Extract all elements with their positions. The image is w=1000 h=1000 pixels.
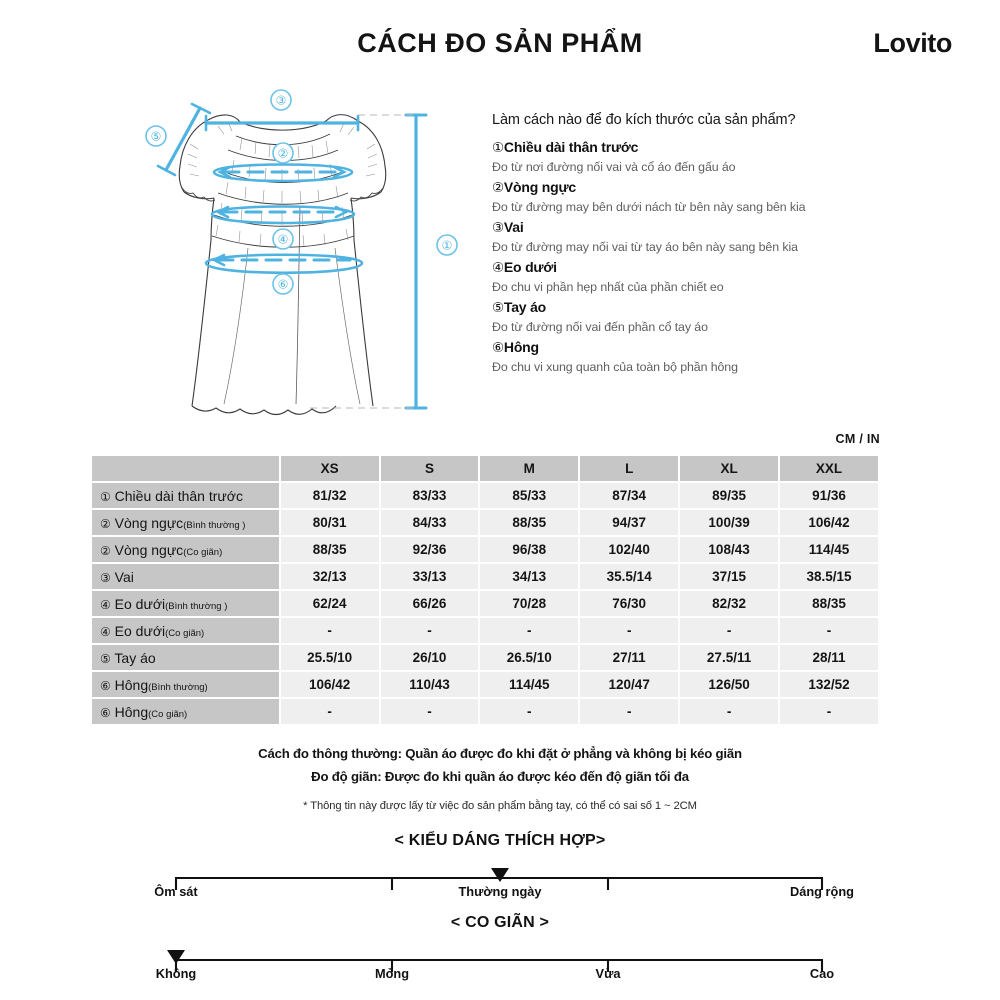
stretch-scale-graphic <box>0 932 1000 990</box>
stretch-scale-title: < CO GIÃN > <box>450 914 550 931</box>
cell-value: - <box>580 618 678 643</box>
measure-guide <box>492 112 922 377</box>
cell-value: - <box>680 618 778 643</box>
cell-value: 35.5/14 <box>580 564 678 589</box>
cell-value: - <box>680 699 778 724</box>
diagram-marker-6: ⑥ <box>277 277 289 292</box>
diagram-marker-3: ③ <box>275 93 287 108</box>
cell-value: - <box>381 618 479 643</box>
cell-value: 82/32 <box>680 591 778 616</box>
table-row <box>92 699 878 724</box>
table-col-s: S <box>381 456 479 481</box>
table-row <box>92 591 878 616</box>
table-header-row <box>92 456 878 481</box>
cell-value: 102/40 <box>580 537 678 562</box>
size-table <box>90 454 880 726</box>
table-col-xl: XL <box>680 456 778 481</box>
guide-item-2-name: ②Vòng ngực <box>492 179 577 195</box>
guide-item-4-name: ④Eo dưới <box>492 259 557 275</box>
page-title: CÁCH ĐO SẢN PHẨM <box>357 28 643 58</box>
cell-value: 92/36 <box>381 537 479 562</box>
page-header <box>0 0 1000 82</box>
guide-item-1-name: ①Chiều dài thân trước <box>492 139 639 155</box>
fit-scale-label-slim: Ôm sát <box>154 884 198 899</box>
note-line-1: Cách đo thông thường: Quần áo được đo khi đặt ở phẳng và không bị kéo giãn <box>258 746 742 761</box>
guide-item-5-num: ⑤ <box>492 300 504 315</box>
note-line-2: Đo độ giãn: Được đo khi quần áo được kéo đến độ giãn tối đa <box>311 769 689 784</box>
cell-value: 114/45 <box>480 672 578 697</box>
guide-item-4-desc: Đo chu vi phần hẹp nhất của phần chiết eo <box>492 280 724 294</box>
marker-5-line <box>166 108 200 170</box>
guide-item-6-name: ⑥Hông <box>492 339 539 355</box>
measurement-notes <box>0 742 1000 812</box>
table-col-xxl: XXL <box>780 456 878 481</box>
table-row <box>92 564 878 589</box>
fit-scale-title: < KIỂU DÁNG THÍCH HỢP> <box>394 832 606 849</box>
cell-value: 88/35 <box>281 537 379 562</box>
fit-scale-graphic <box>0 850 1000 908</box>
cell-value: - <box>780 699 878 724</box>
cell-value: 34/13 <box>480 564 578 589</box>
cell-value: 84/33 <box>381 510 479 535</box>
guide-item-4-num: ④ <box>492 260 504 275</box>
guide-title: Làm cách nào để đo kích thước của sản phẩm? <box>492 112 796 128</box>
cell-value: 89/35 <box>680 483 778 508</box>
table-row <box>92 483 878 508</box>
guide-item-3-num: ③ <box>492 220 504 235</box>
guide-item-2-desc: Đo từ đường may bên dưới nách từ bên này sang bên kia <box>492 200 806 214</box>
guide-item-4 <box>492 257 922 297</box>
cell-value: 26/10 <box>381 645 479 670</box>
cell-value: - <box>480 618 578 643</box>
table-row <box>92 618 878 643</box>
brand-logo: Lovito <box>873 28 952 58</box>
guide-item-3-desc: Đo từ đường may nối vai từ tay áo bên này sang bên kia <box>492 240 798 254</box>
cell-value: 106/42 <box>281 672 379 697</box>
cell-value: 70/28 <box>480 591 578 616</box>
unit-label: CM / IN <box>835 432 880 446</box>
table-row <box>92 672 878 697</box>
guide-item-1-num: ① <box>492 140 504 155</box>
table-col-l: L <box>580 456 678 481</box>
cell-value: - <box>780 618 878 643</box>
row-label-hip-stretch: ⑥ Hông(Co giãn) <box>92 699 279 724</box>
cell-value: 126/50 <box>680 672 778 697</box>
guide-item-1-desc: Đo từ nơi đường nối vai và cổ áo đến gấu áo <box>492 160 736 174</box>
cell-value: 66/26 <box>381 591 479 616</box>
guide-item-6-desc: Đo chu vi xung quanh của toàn bộ phần hông <box>492 360 738 374</box>
cell-value: - <box>381 699 479 724</box>
cell-value: 100/39 <box>680 510 778 535</box>
guide-item-5-desc: Đo từ đường nối vai đến phần cổ tay áo <box>492 320 708 334</box>
cell-value: 26.5/10 <box>480 645 578 670</box>
table-body <box>92 483 878 724</box>
stretch-scale-marker <box>167 950 185 964</box>
stretch-scale-label-medium: Vừa <box>595 966 621 981</box>
guide-item-1 <box>492 137 922 177</box>
cell-value: 27/11 <box>580 645 678 670</box>
cell-value: 132/52 <box>780 672 878 697</box>
fit-scale-label-loose: Dáng rộng <box>790 884 854 899</box>
cell-value: - <box>281 618 379 643</box>
fit-scale-marker <box>491 868 509 882</box>
cell-value: 88/35 <box>780 591 878 616</box>
guide-item-5-name: ⑤Tay áo <box>492 299 547 315</box>
cell-value: 88/35 <box>480 510 578 535</box>
row-label-shoulder: ③ Vai <box>92 564 279 589</box>
diagram-marker-4: ④ <box>277 232 289 247</box>
cell-value: - <box>480 699 578 724</box>
cell-value: 27.5/11 <box>680 645 778 670</box>
row-label-hip-normal: ⑥ Hông(Bình thường) <box>92 672 279 697</box>
cell-value: 108/43 <box>680 537 778 562</box>
cell-value: 62/24 <box>281 591 379 616</box>
guide-item-5 <box>492 297 922 337</box>
row-label-waist-normal: ④ Eo dưới(Bình thường ) <box>92 591 279 616</box>
note-line-3: * Thông tin này được lấy từ việc đo sản phẩm bằng tay, có thể có sai số 1 ~ 2CM <box>303 800 697 812</box>
cell-value: 76/30 <box>580 591 678 616</box>
table-row <box>92 537 878 562</box>
cell-value: 25.5/10 <box>281 645 379 670</box>
cell-value: 38.5/15 <box>780 564 878 589</box>
cell-value: 85/33 <box>480 483 578 508</box>
cell-value: 32/13 <box>281 564 379 589</box>
cell-value: 80/31 <box>281 510 379 535</box>
cell-value: - <box>580 699 678 724</box>
guide-item-2 <box>492 177 922 217</box>
guide-item-6 <box>492 337 922 377</box>
stretch-scale <box>0 914 1000 990</box>
cell-value: 87/34 <box>580 483 678 508</box>
table-row <box>92 645 878 670</box>
cell-value: 94/37 <box>580 510 678 535</box>
cell-value: 91/36 <box>780 483 878 508</box>
cell-value: - <box>281 699 379 724</box>
row-label-bust-normal: ② Vòng ngực(Bình thường ) <box>92 510 279 535</box>
table-row <box>92 510 878 535</box>
cell-value: 106/42 <box>780 510 878 535</box>
table-col-m: M <box>480 456 578 481</box>
fit-scale <box>0 832 1000 908</box>
marker-6-ellipse <box>206 255 362 273</box>
table-corner-cell <box>92 456 279 481</box>
guide-item-2-num: ② <box>492 180 504 195</box>
cell-value: 120/47 <box>580 672 678 697</box>
diagram-marker-5: ⑤ <box>150 129 162 144</box>
guide-item-6-num: ⑥ <box>492 340 504 355</box>
stretch-scale-label-high: Cao <box>809 966 835 981</box>
cell-value: 33/13 <box>381 564 479 589</box>
garment-diagram <box>130 88 475 433</box>
smocking-texture <box>188 122 377 246</box>
cell-value: 37/15 <box>680 564 778 589</box>
cell-value: 110/43 <box>381 672 479 697</box>
cell-value: 114/45 <box>780 537 878 562</box>
cell-value: 83/33 <box>381 483 479 508</box>
stretch-scale-label-slight: Mỏng <box>374 966 410 981</box>
cell-value: 96/38 <box>480 537 578 562</box>
row-label-waist-stretch: ④ Eo dưới(Co giãn) <box>92 618 279 643</box>
row-label-bust-stretch: ② Vòng ngực(Co giãn) <box>92 537 279 562</box>
table-col-xs: XS <box>281 456 379 481</box>
fit-scale-label-regular: Thường ngày <box>458 884 542 899</box>
marker-4-ellipse <box>212 207 354 224</box>
cell-value: 28/11 <box>780 645 878 670</box>
row-label-sleeve: ⑤ Tay áo <box>92 645 279 670</box>
row-label-front-length: ① Chiều dài thân trước <box>92 483 279 508</box>
guide-item-3 <box>492 217 922 257</box>
guide-item-3-name: ③Vai <box>492 219 524 235</box>
diagram-marker-2: ② <box>277 146 289 161</box>
cell-value: 81/32 <box>281 483 379 508</box>
stretch-scale-label-none: Không <box>155 966 197 981</box>
diagram-marker-1: ① <box>441 238 453 253</box>
